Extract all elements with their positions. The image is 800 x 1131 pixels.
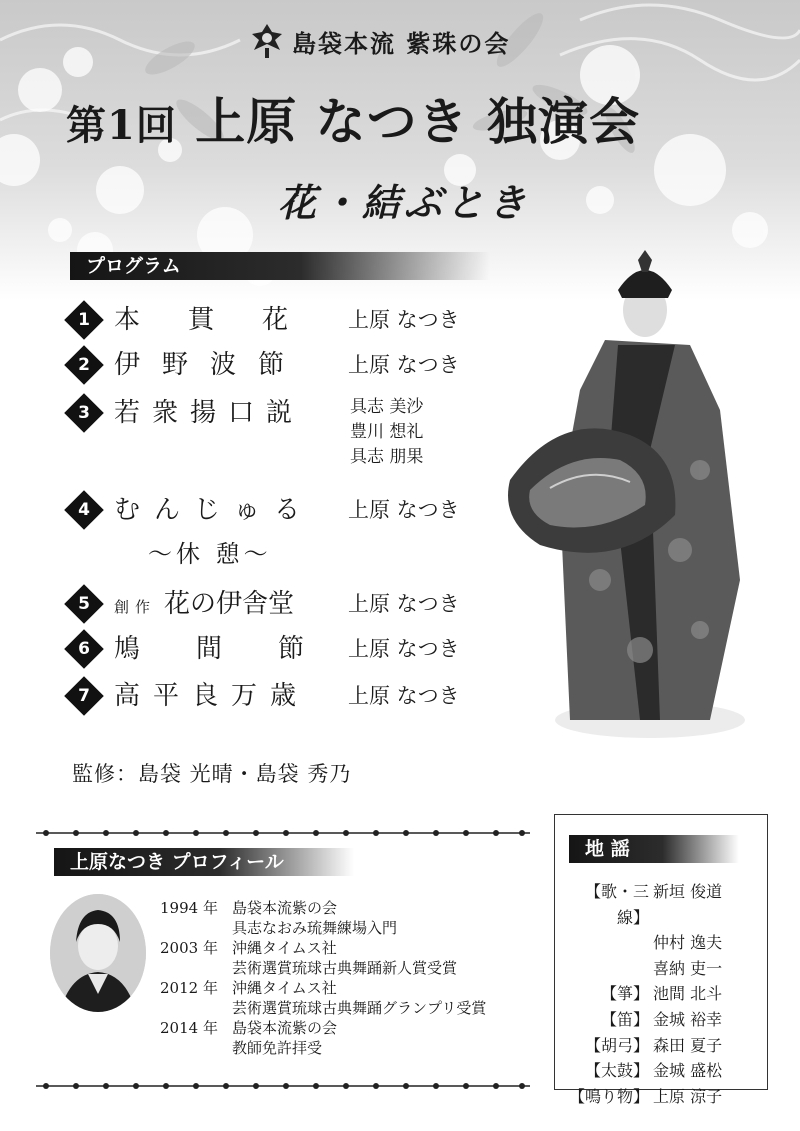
program-number-badge: 1 (64, 300, 104, 340)
musician-row (563, 930, 722, 956)
musicians-list (563, 879, 722, 1109)
dancer-photo (500, 250, 760, 750)
program-performer: 上原 なつき (348, 353, 460, 377)
program-number-badge: 2 (64, 345, 104, 385)
musician-name: 喜納 吏一 (653, 958, 723, 978)
original-work-note: 創作 (114, 598, 157, 616)
profile-detail: 島袋本流紫の会 (232, 1019, 338, 1037)
musician-role: 【胡弓】 (584, 1035, 649, 1055)
program-name: 鳩間節 (114, 634, 361, 664)
program-name: 花の伊舎堂 (164, 589, 295, 619)
musician-name: 池間 北斗 (653, 984, 723, 1004)
program-name-wrap (114, 584, 294, 627)
profile-section-title: 上原なつき プロフィール (70, 851, 284, 873)
profile-detail: 教師免許拝受 (232, 1039, 323, 1057)
profile-year: 2012 年 (160, 979, 218, 997)
program-section-title: プログラム (86, 255, 181, 277)
profile-section-header (54, 848, 354, 876)
program-item-7 (70, 676, 510, 716)
musician-role (563, 956, 653, 982)
program-name: 高平良万歳 (114, 681, 310, 711)
program-number-badge: 4 (64, 490, 104, 530)
profile-entry (160, 1018, 486, 1058)
title-main: 上原 なつき 独演会 (195, 92, 641, 151)
program-number-badge: 6 (64, 629, 104, 669)
musician-role (563, 930, 653, 956)
musician-row (563, 1007, 722, 1033)
program-item-3 (70, 393, 510, 473)
musician-row (563, 1033, 722, 1059)
program-item-2 (70, 345, 510, 385)
organization-name: 島袋本流 紫珠の会 (292, 28, 511, 58)
profile-year: 1994 年 (160, 899, 218, 917)
program-item-6 (70, 629, 510, 669)
program-item-4 (70, 490, 510, 530)
profile-detail: 沖縄タイムス社 (232, 939, 337, 957)
musician-name: 金城 裕幸 (653, 1009, 723, 1029)
profile-detail: 沖縄タイムス社 (232, 979, 337, 997)
musician-name: 森田 夏子 (653, 1035, 723, 1055)
profile-detail: 島袋本流紫の会 (232, 899, 338, 917)
organization-header (250, 22, 510, 60)
musician-name: 新垣 俊道 (653, 882, 723, 901)
program-name: むんじゅる (114, 495, 315, 525)
program-name: 伊野波節 (114, 350, 307, 380)
profile-entry (160, 978, 486, 1018)
musician-row (563, 981, 722, 1007)
profile-detail: 芸術選賞琉球古典舞踊グランプリ受賞 (232, 999, 487, 1017)
program-name: 本貫花 (114, 305, 337, 335)
program-number-badge: 5 (64, 584, 104, 624)
family-crest-icon (250, 22, 284, 60)
program-item-5 (70, 584, 510, 624)
program-performer: 上原 なつき (348, 498, 460, 522)
musicians-header (569, 835, 739, 863)
musician-role: 【太鼓】 (584, 1061, 649, 1081)
page-subtitle: 花・結ぶとき (278, 180, 531, 225)
musician-role: 【箏】 (600, 984, 649, 1004)
program-name: 若衆揚口説 (114, 398, 305, 428)
profile-year: 2014 年 (160, 1019, 218, 1037)
profile-detail: 芸術選賞琉球古典舞踊新人賞受賞 (232, 959, 458, 977)
musician-name: 上原 涼子 (653, 1086, 723, 1106)
musician-row (563, 956, 722, 982)
musician-name: 金城 盛松 (653, 1061, 723, 1081)
intermission-label: ～休 憩～ (148, 540, 272, 568)
musician-row (563, 879, 722, 930)
program-section-header (70, 252, 490, 280)
profile-detail: 具志なおみ琉舞練場入門 (232, 919, 398, 937)
supervisor-credit: 監修：島袋 光晴・島袋 秀乃 (72, 762, 352, 786)
musician-row (563, 1058, 722, 1084)
profile-entry (160, 938, 486, 978)
program-number-badge: 7 (64, 676, 104, 716)
page-title (66, 82, 640, 154)
program-performer: 具志 美沙 (350, 397, 424, 417)
title-prefix: 第1回 (66, 102, 177, 149)
program-performers (350, 395, 423, 470)
musician-name: 仲村 逸夫 (653, 933, 723, 953)
profile-entry (160, 898, 486, 938)
musicians-box (554, 814, 768, 1106)
profile-portrait (50, 894, 146, 1012)
profile-history (160, 898, 486, 1058)
program-performer: 上原 なつき (348, 308, 460, 332)
musician-role: 【歌・三線】 (584, 882, 649, 927)
decorative-rule-bottom (36, 1076, 530, 1086)
program-number-badge: 3 (64, 393, 104, 433)
program-item-1 (70, 300, 510, 340)
decorative-rule-top (36, 823, 530, 833)
musician-role: 【鳴り物】 (568, 1086, 649, 1106)
musicians-title: 地 謡 (585, 838, 630, 860)
musician-row (563, 1084, 722, 1110)
program-performer: 豊川 想礼 (350, 422, 424, 442)
profile-year: 2003 年 (160, 939, 218, 957)
program-performer: 上原 なつき (348, 637, 460, 661)
program-performer: 上原 なつき (348, 592, 460, 616)
musician-role: 【笛】 (600, 1009, 649, 1029)
program-performer: 上原 なつき (348, 684, 460, 708)
program-performer: 具志 朋果 (350, 447, 424, 467)
